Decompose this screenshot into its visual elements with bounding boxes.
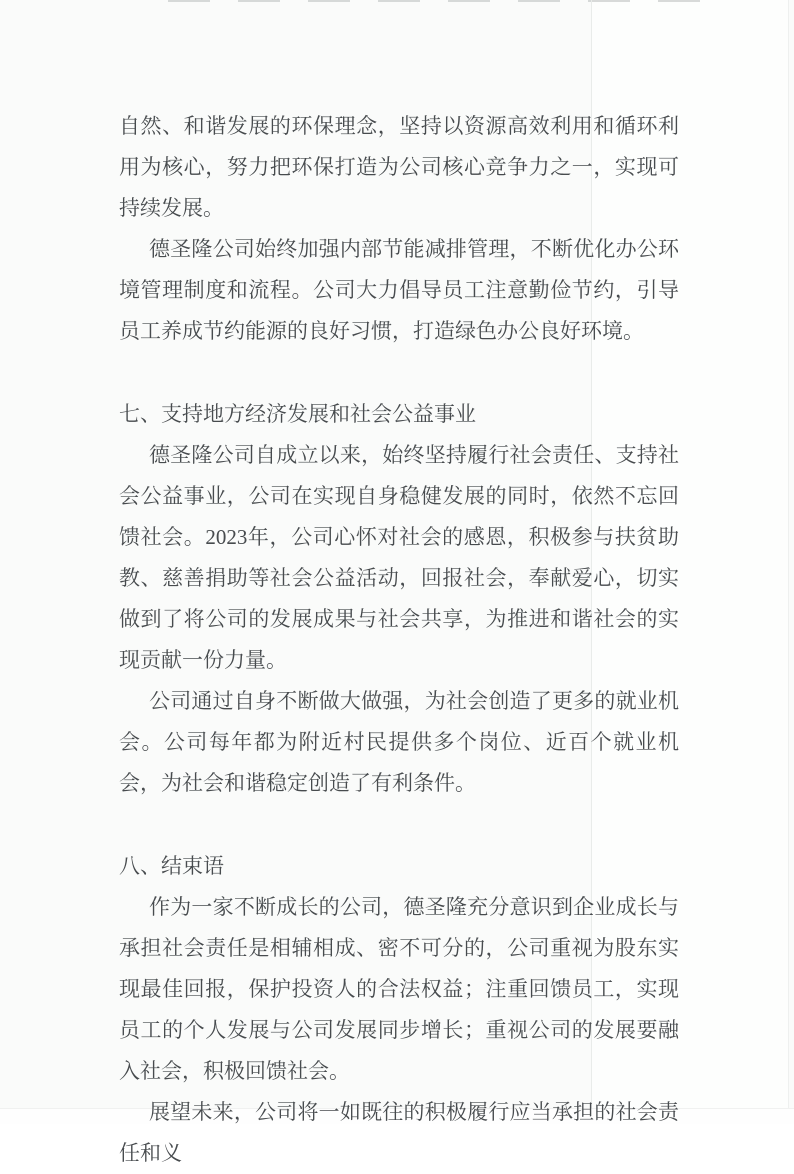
paragraph-environment-continuation: 自然、和谐发展的环保理念，坚持以资源高效利用和循环利用为核心，努力把环保打造为公司核心竞争力之一，实现可持续发展。: [119, 114, 679, 220]
paragraph-energy-saving: 德圣隆公司始终加强内部节能减排管理，不断优化办公环境管理制度和流程。公司大力倡导员工注意勤俭节约，引导员工养成节约能源的良好习惯，打造绿色办公良好环境。: [119, 237, 679, 343]
paragraph-employment: 公司通过自身不断做大做强，为社会创造了更多的就业机会。公司每年都为附近村民提供多个岗位、近百个就业机会，为社会和谐稳定创造了有利条件。: [119, 689, 679, 795]
document-content: [119, 106, 679, 1174]
section-heading-8: 八、结束语: [119, 854, 224, 878]
paragraph-conclusion: 作为一家不断成长的公司，德圣隆充分意识到企业成长与承担社会责任是相辅相成、密不可分的，公司重视为股东实现最佳回报，保护投资人的合法权益；注重回馈员工，实现员工的个人发展与公司发展同步增长；重视公司的发展要融入社会，积极回馈社会。: [119, 895, 679, 1083]
section-heading-7: 七、支持地方经济发展和社会公益事业: [119, 402, 476, 426]
paragraph-public-welfare: 德圣隆公司自成立以来，始终坚持履行社会责任、支持社会公益事业，公司在实现自身稳健发展的同时，依然不忘回馈社会。2023年，公司心怀对社会的感恩，积极参与扶贫助教、慈善捐助等社会公益活动，回报社会，奉献爱心，切实做到了将公司的发展成果与社会共享，为推进和谐社会的实现贡献一份力量。: [119, 443, 679, 672]
scan-top-edge-artifact: [168, 0, 720, 2]
paragraph-outlook: 展望未来，公司将一如既往的积极履行应当承担的社会责任和义: [119, 1100, 679, 1165]
scan-page-edge-line: [788, 0, 789, 1123]
